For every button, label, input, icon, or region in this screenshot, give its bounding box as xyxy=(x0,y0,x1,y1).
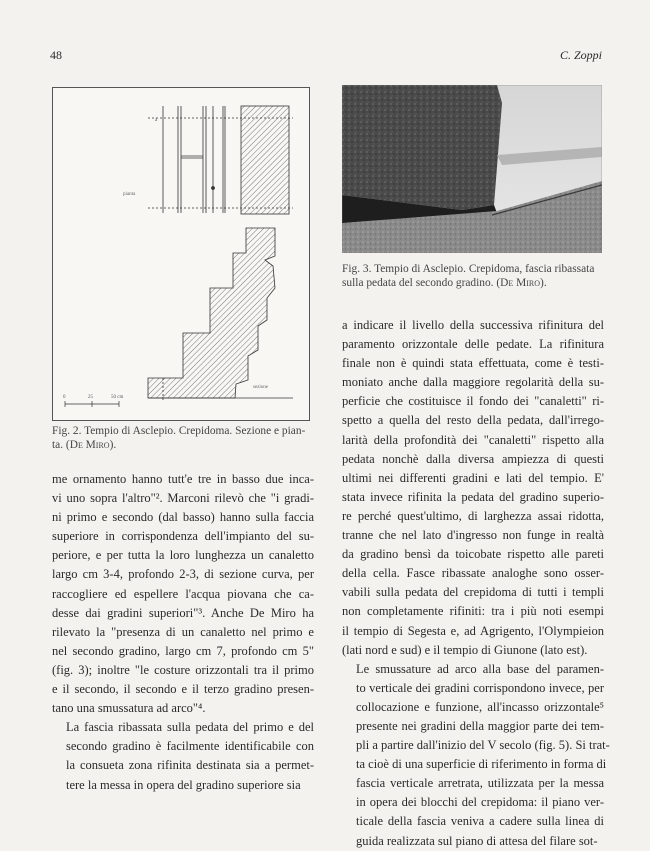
figure-3-caption xyxy=(342,262,604,290)
left-column-text xyxy=(52,470,314,795)
caption-text: Fig. 3. Tempio di Asclepio. Crepidoma, fascia ribassata xyxy=(342,263,595,275)
text-line: rilevato la "presenza di un canaletto nel primo e xyxy=(52,624,314,639)
right-column-text xyxy=(342,316,610,851)
scale-label-25: 25 xyxy=(88,395,93,400)
text-line: raccogliere ed espellere l'acqua piovana che ca- xyxy=(52,586,314,601)
text-line: nel secondo gradino, largo cm 7, profondo cm 5" xyxy=(52,643,314,658)
text-line: vi uno sopra l'altro"². Marconi rilevò che "i gradi- xyxy=(52,491,314,506)
text-line: da gradino bensì da toicobate rispetto alle pareti xyxy=(342,547,604,562)
text-line: collocazione e funzione, all'incasso orizzontale⁵ xyxy=(356,699,604,714)
caption-text: sulla pedata del secondo gradino. ( xyxy=(342,277,501,289)
text-line: la consueta zona rifinita destinata sia a permet- xyxy=(66,758,314,773)
text-line: stata invece rifinita la pedata del gradino superio- xyxy=(342,489,604,504)
text-line: in opera dei blocchi del crepidoma: il piano ver- xyxy=(356,795,604,810)
text-line: re perché quest'ultimo, di larghezza assai ridotta, xyxy=(342,508,604,523)
text-line: ni primo e secondo (dal basso) hanno sulla faccia xyxy=(52,510,314,525)
text-line: a indicare il livello della successiva rifinitura del xyxy=(342,318,604,332)
text-line: desse dai gradini superiori"³. Anche De Miro ha xyxy=(52,605,314,620)
text-line: finale non è quindi stata effettuata, come è testi- xyxy=(342,356,604,371)
paragraph xyxy=(342,660,610,851)
text-line: (lati nord e sud) e il tempio di Giunone (lato est). xyxy=(342,642,588,657)
text-line: spetto a quella del resto della pedata, dall'irrego- xyxy=(342,413,604,428)
text-line: guida realizzata sul piano di attesa del filare sot- xyxy=(356,833,598,848)
text-line: ticale della fascia veniva a cadere sulla linea di xyxy=(356,814,604,829)
text-line: paramento orizzontale delle pedate. La rifinitura xyxy=(342,337,604,352)
scale-label-50: 50 cm xyxy=(111,395,124,400)
text-line: La fascia ribassata sulla pedata del primo e del xyxy=(66,720,314,735)
text-line: della cella. Fasce ribassate analoghe sono osser- xyxy=(342,566,604,581)
label-pianta: pianta xyxy=(123,192,136,197)
text-line: tranne che nel lato d'ingresso non funge in realtà xyxy=(342,528,604,543)
page-number: 48 xyxy=(50,48,62,62)
text-line: ultimi nei differenti gradini e lati del tempio. E' xyxy=(342,470,604,485)
text-line: ta cioè di una superficie di riferimento in forma di xyxy=(356,757,607,772)
text-line: tere la messa in opera del gradino superiore sia xyxy=(66,777,301,792)
caption-text: ta. ( xyxy=(52,439,70,451)
plan-view xyxy=(148,106,293,214)
label-sezione: sezione xyxy=(253,385,268,390)
text-line: superiore in corrispondenza dell'impianto del su- xyxy=(52,529,314,544)
caption-text: ). xyxy=(540,277,547,289)
figure-2-drawing xyxy=(52,87,310,421)
mark-a: a xyxy=(155,118,158,123)
text-line: presente nei gradini della maggior parte dei tem- xyxy=(356,718,604,733)
text-line: pedata nonchè dalla diversa ampiezza di questi xyxy=(342,451,604,466)
text-line: il tempio di Segesta e, ad Agrigento, l'Olympieion xyxy=(342,623,604,638)
scale-bar xyxy=(65,401,119,407)
scale-label-0: 0 xyxy=(63,395,66,400)
text-line: tano una smussatura ad arco"⁴. xyxy=(52,701,206,716)
text-line: perficie che costituisce il fondo dei "canaletti" ri- xyxy=(342,394,604,409)
text-line: largo cm 3-4, profondo 2-3, di sezione curva, per xyxy=(52,567,314,582)
text-line: to verticale dei gradini corrispondono invece, per xyxy=(356,680,604,695)
text-line: (fig. 3); inoltre "le costure orizzontali tra il primo xyxy=(52,662,314,677)
running-head: C. Zoppi xyxy=(559,48,602,62)
figure-2-caption xyxy=(52,424,312,452)
caption-text: Fig. 2. Tempio di Asclepio. Crepidoma. Sezione e pian- xyxy=(52,425,306,437)
text-line: moniato anche dalla maggiore regolarità della su- xyxy=(342,375,604,390)
caption-author: De Miro xyxy=(69,439,110,451)
caption-text: ). xyxy=(109,439,117,451)
text-line: Le smussature ad arco alla base del paramen- xyxy=(356,661,604,676)
text-line: secondo gradino è facilmente identificabile con xyxy=(66,739,314,754)
text-line: e il secondo, il secondo e il terzo gradino presen- xyxy=(52,682,314,697)
text-line: periore, e per tutta la loro lunghezza un canaletto xyxy=(52,548,314,563)
text-line: me ornamento hanno tutt'e tre in basso due inca- xyxy=(52,472,314,486)
caption-author: De Miro xyxy=(500,277,541,289)
paragraph xyxy=(52,718,314,794)
text-line: pli a partire dall'inizio del V secolo (fig. 5). Si trat- xyxy=(356,738,610,753)
text-line: larità della profondità dei "canaletti" rispetto alla xyxy=(342,432,604,447)
paragraph xyxy=(52,470,314,718)
text-line: vabili sulla pedata del crepidoma di tutti i templi xyxy=(342,585,604,600)
text-line: non completamente rifiniti: tra i più noti esempi xyxy=(342,604,604,619)
figure-3-photo xyxy=(342,85,602,253)
section-view xyxy=(148,228,293,402)
paragraph xyxy=(342,316,604,660)
text-line: fascia verticale arretrata, utilizzata per la messa xyxy=(356,776,604,791)
